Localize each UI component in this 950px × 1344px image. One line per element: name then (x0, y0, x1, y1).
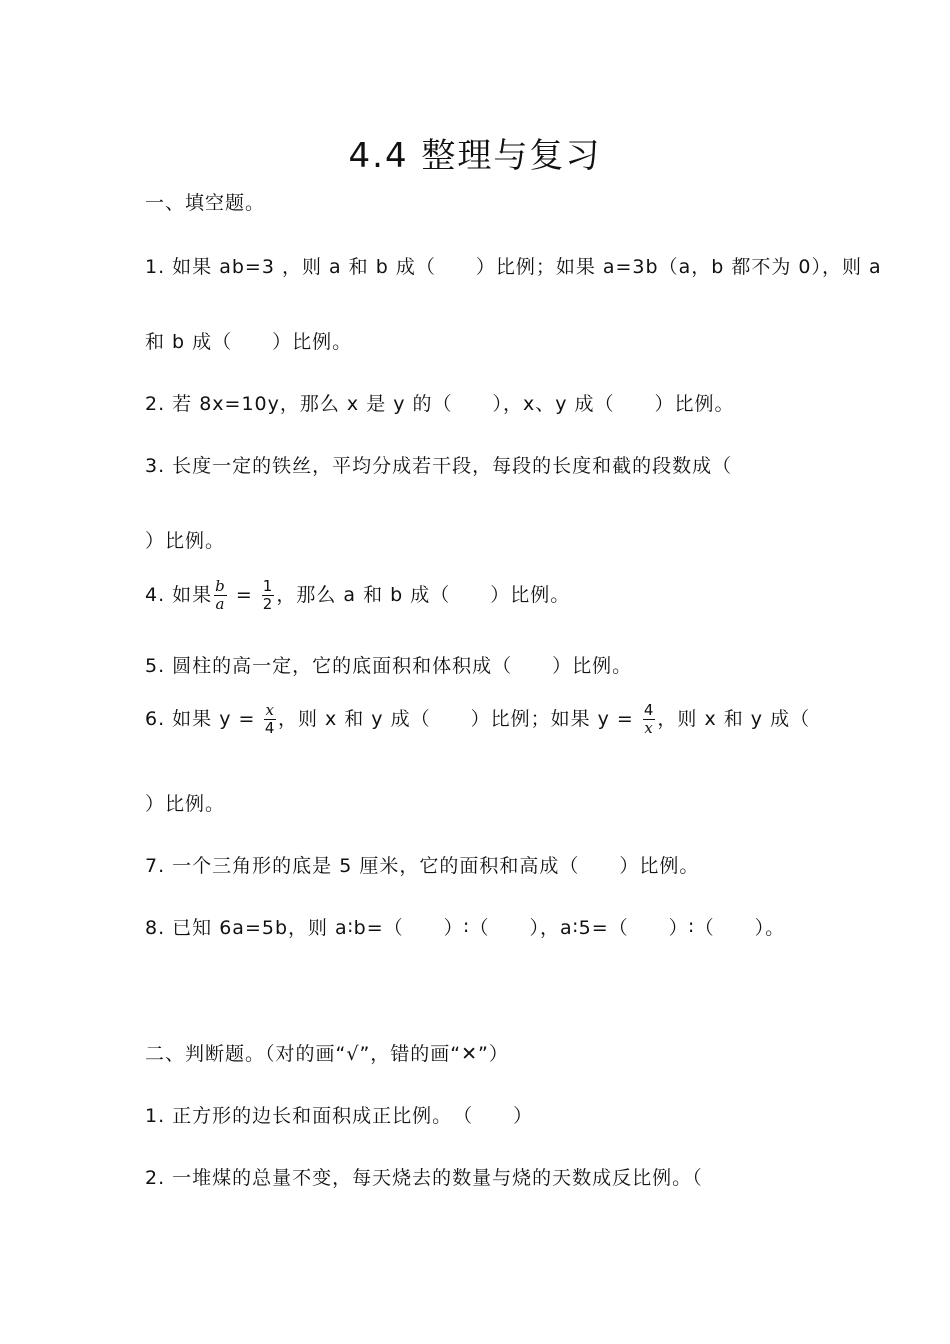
question-6-part-1: 6. 如果 y = (145, 708, 256, 730)
fraction-numerator: 4 (643, 701, 655, 719)
question-3-line-1: 3. 长度一定的铁丝，平均分成若干段，每段的长度和截的段数成（ (145, 455, 733, 477)
fraction-4-over-x (643, 702, 656, 737)
page-title: 4.4 整理与复习 (348, 136, 602, 176)
fraction-numerator: b (215, 577, 226, 595)
fraction-denominator: x (644, 719, 654, 737)
equals-sign: = (235, 584, 253, 606)
fraction-denominator: 2 (262, 595, 274, 613)
fraction-denominator: 4 (264, 719, 276, 737)
fraction-one-half (262, 578, 275, 613)
question-4-suffix: ，那么 a 和 b 成（ ）比例。 (276, 584, 571, 606)
judge-question-1: 1. 正方形的边长和面积成正比例。 （ ） (145, 1105, 534, 1127)
question-5: 5. 圆柱的高一定，它的底面积和体积成（ ）比例。 (145, 655, 633, 677)
fraction-x-over-4 (264, 702, 275, 737)
question-7: 7. 一个三角形的底是 5 厘米，它的面积和高成（ ）比例。 (145, 855, 700, 877)
question-6-part-2: ，则 x 和 y 成（ ）比例；如果 y = (277, 708, 634, 730)
section-heading-true-false: 二、判断题。（对的画“√”，错的画“✕”） (145, 1043, 509, 1065)
section-heading-fill-blank: 一、填空题。 (145, 192, 266, 214)
fraction-numerator: 1 (262, 577, 274, 595)
question-6-line-2: ）比例。 (145, 793, 226, 815)
fraction-b-over-a (214, 578, 227, 613)
question-2: 2. 若 8x=10y，那么 x 是 y 的（ ），x、y 成（ ）比例。 (145, 393, 735, 415)
question-8: 8. 已知 6a=5b，则 a∶b=（ ）∶（ ），a∶5=（ ）∶（ ）。 (145, 917, 786, 939)
question-1-line-1: 1. 如果 ab=3 ，则 a 和 b 成（ ）比例；如果 a=3b（a，b 都不为 0），则 a (145, 256, 882, 278)
fraction-denominator: a (215, 595, 226, 613)
question-6-part-3: ，则 x 和 y 成（ (657, 708, 811, 730)
fraction-numerator: x (265, 701, 275, 719)
question-4-prefix: 4. 如果 (145, 584, 213, 606)
question-1-line-2: 和 b 成（ ）比例。 (145, 331, 353, 353)
question-4 (145, 578, 810, 613)
judge-question-2: 2. 一堆煤的总量不变，每天烧去的数量与烧的天数成反比例。（ (145, 1167, 703, 1189)
question-3-line-2: ）比例。 (145, 530, 226, 552)
question-6-line-1 (145, 702, 810, 737)
